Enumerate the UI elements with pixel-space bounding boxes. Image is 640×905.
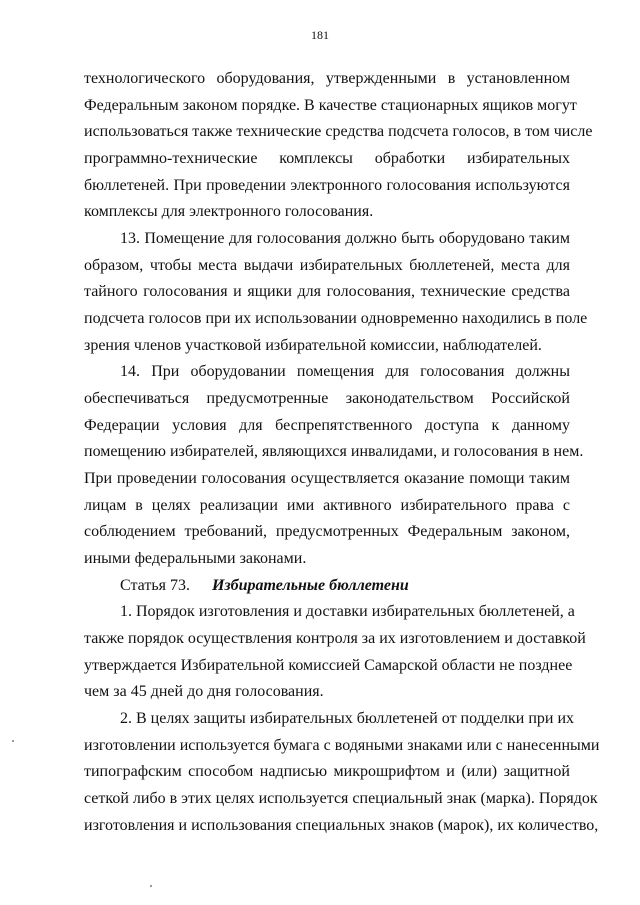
text-line: помещению избирателей, являющихся инвалидами, и голосования в нем. bbox=[84, 443, 584, 460]
article-title: Избирательные бюллетени bbox=[211, 577, 409, 594]
text-line: технологического оборудования, утвержденными в установленном bbox=[84, 70, 570, 87]
text-line: 1. Порядок изготовления и доставки избирательных бюллетеней, а bbox=[120, 603, 575, 620]
text-line: Федеральным законом порядке. В качестве стационарных ящиков могут bbox=[84, 97, 577, 114]
text-line: типографским способом надписью микрошрифтом и (или) защитной bbox=[84, 763, 570, 780]
text-line: обеспечиваться предусмотренные законодательством Российской bbox=[84, 390, 570, 407]
text-line: бюллетеней. При проведении электронного голосования используются bbox=[84, 177, 570, 194]
text-line: тайного голосования и ящики для голосования, технические средства bbox=[84, 283, 570, 300]
article-heading bbox=[120, 577, 409, 595]
text-line: образом, чтобы места выдачи избирательных бюллетеней, места для bbox=[84, 257, 570, 274]
scan-artifact bbox=[12, 740, 14, 742]
text-line: Федерации условия для беспрепятственного доступа к данному bbox=[84, 417, 570, 434]
text-line: изготовлении используется бумага с водяными знаками или с нанесенными bbox=[84, 737, 600, 754]
text-line: 14. При оборудовании помещения для голосования должны bbox=[120, 363, 570, 380]
text-line: использоваться также технические средства подсчета голосов, в том числе bbox=[84, 123, 593, 140]
text-line: При проведении голосования осуществляется оказание помощи таким bbox=[84, 470, 570, 487]
text-line: чем за 45 дней до дня голосования. bbox=[84, 683, 324, 700]
text-line: 2. В целях защиты избирательных бюллетеней от подделки при их bbox=[120, 710, 575, 727]
text-line: зрения членов участковой избирательной комиссии, наблюдателей. bbox=[84, 337, 542, 354]
text-line: подсчета голосов при их использовании одновременно находились в поле bbox=[84, 310, 588, 327]
text-line: также порядок осуществления контроля за их изготовлением и доставкой bbox=[84, 630, 586, 647]
text-line: утверждается Избирательной комиссией Самарской области не позднее bbox=[84, 657, 573, 674]
page-number: 181 bbox=[311, 28, 329, 42]
text-line: соблюдением требований, предусмотренных Федеральным законом, bbox=[84, 523, 570, 540]
text-line: иными федеральными законами. bbox=[84, 550, 307, 567]
text-line: комплексы для электронного голосования. bbox=[84, 203, 374, 220]
text-line: изготовления и использования специальных знаков (марок), их количество, bbox=[84, 817, 599, 834]
text-line: лицам в целях реализации ими активного избирательного права с bbox=[84, 497, 570, 514]
text-line: сеткой либо в этих целях используется специальный знак (марка). Порядок bbox=[84, 790, 598, 807]
scan-artifact bbox=[150, 885, 152, 887]
article-label: Статья 73. bbox=[120, 577, 190, 594]
text-line: 13. Помещение для голосования должно быть оборудовано таким bbox=[120, 230, 570, 247]
text-line: программно-технические комплексы обработки избирательных bbox=[84, 150, 570, 167]
